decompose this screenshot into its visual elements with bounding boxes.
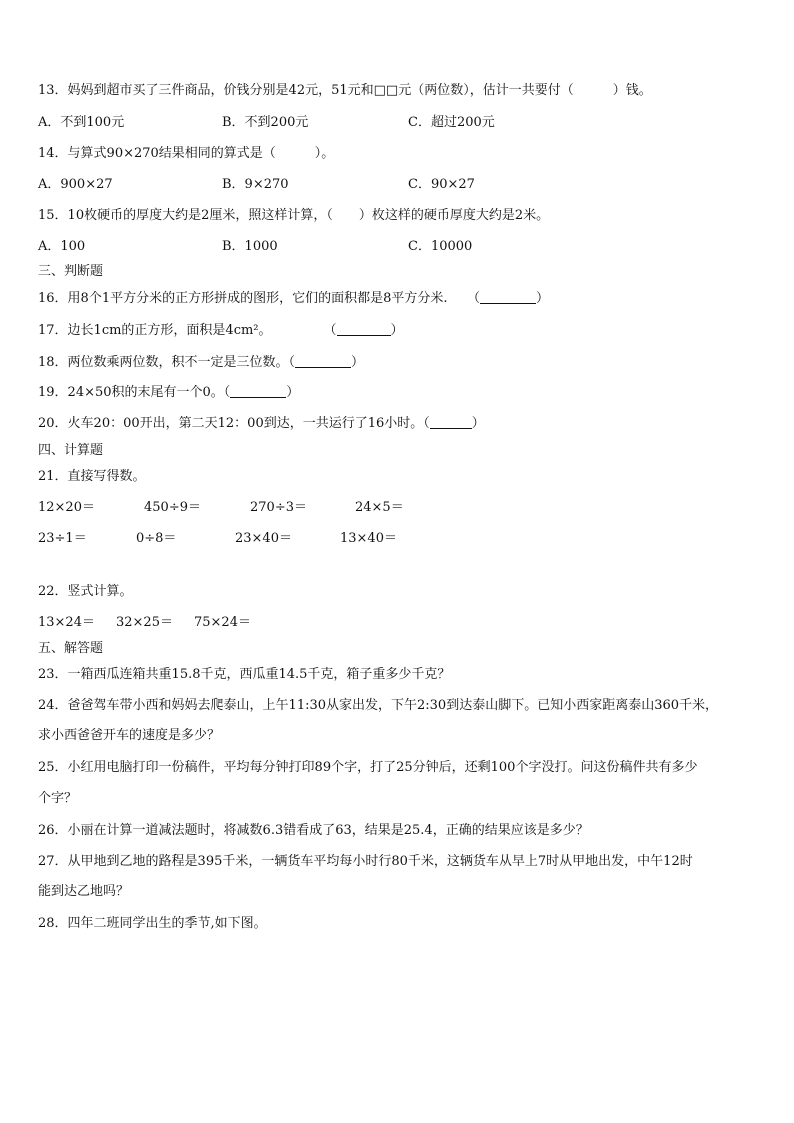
question-24-line-1: 24．爸爸驾车带小西和妈妈去爬泰山，上午11:30从家出发，下午2:30到达泰山脚下。已知小西家距离泰山360千米， [38, 698, 719, 713]
question-23: 23．一箱西瓜连箱共重15.8千克，西瓜重14.5千克，箱子重多少千克？ [38, 667, 451, 682]
q18-answer-blank[interactable] [295, 355, 351, 368]
q14-option-c: C．90×27 [408, 177, 475, 192]
question-21: 21．直接写得数。 [38, 469, 146, 484]
q22-item-3: 75×24＝ [194, 615, 251, 630]
q17-close: ） [390, 323, 404, 338]
q19-close: ） [286, 385, 300, 400]
q21-item-2: 450÷9＝ [144, 500, 201, 515]
q20-answer-blank[interactable] [430, 416, 472, 429]
q21-item-3: 270÷3＝ [250, 500, 307, 515]
question-19 [38, 384, 299, 402]
q13-option-b: B．不到200元 [222, 115, 309, 130]
question-18 [38, 354, 364, 372]
question-20 [38, 415, 485, 433]
q22-item-1: 13×24＝ [38, 615, 95, 630]
q19-text: 19．24×50积的末尾有一个0。（ [38, 385, 231, 400]
q16-close: ） [536, 291, 550, 306]
q19-answer-blank[interactable] [230, 385, 286, 398]
q20-text: 20．火车20：00开出，第二天12：00到达，一共运行了16小时。（ [38, 416, 430, 431]
q20-close: ） [471, 416, 485, 431]
question-25-line-2: 个字？ [38, 791, 78, 806]
q21-item-4: 24×5＝ [355, 500, 404, 515]
question-27-line-2: 能到达乙地吗？ [38, 884, 130, 899]
q17-text: 17．边长1cm的正方形，面积是4cm²。 （ [38, 323, 337, 338]
q21-item-6: 0÷8＝ [136, 531, 177, 546]
question-27-line-1: 27．从甲地到乙地的路程是395千米，一辆货车平均每小时行80千米，这辆货车从早上7时从甲地出发，中午12时 [38, 854, 693, 869]
section-heading-calculation: 四、计算题 [38, 443, 104, 458]
q13-option-a: A．不到100元 [38, 115, 125, 130]
q21-item-8: 13×40＝ [340, 531, 397, 546]
section-heading-judgement: 三、判断题 [38, 264, 104, 279]
q16-text: 16．用8个1平方分米的正方形拼成的图形，它们的面积都是8平方分米. （ [38, 291, 480, 306]
q16-answer-blank[interactable] [480, 291, 536, 304]
q15-option-c: C．10000 [408, 239, 473, 254]
q22-item-2: 32×25＝ [116, 615, 173, 630]
q21-item-5: 23÷1＝ [38, 531, 87, 546]
q18-text: 18．两位数乘两位数，积不一定是三位数。（ [38, 355, 296, 370]
section-heading-word-problems: 五、解答题 [38, 641, 104, 656]
q15-option-a: A．100 [38, 239, 86, 254]
question-26: 26．小丽在计算一道减法题时，将减数6.3错看成了63，结果是25.4，正确的结果应该是多少？ [38, 823, 589, 838]
question-13: 13．妈妈到超市买了三件商品，价钱分别是42元，51元和□□元（两位数），估计一共要付（ ）钱。 [38, 83, 652, 98]
question-17 [38, 322, 404, 340]
q21-item-7: 23×40＝ [235, 531, 292, 546]
q18-close: ） [351, 355, 365, 370]
question-25-line-1: 25．小红用电脑打印一份稿件，平均每分钟打印89个字，打了25分钟后，还剩100个字没打。问这份稿件共有多少 [38, 760, 698, 775]
q21-item-1: 12×20＝ [38, 500, 95, 515]
question-24-line-2: 求小西爸爸开车的速度是多少？ [38, 728, 221, 743]
q13-option-c: C．超过200元 [408, 115, 495, 130]
question-22: 22．竖式计算。 [38, 584, 133, 599]
q17-answer-blank[interactable] [337, 323, 391, 336]
question-14: 14．与算式90×270结果相同的算式是（ ）。 [38, 146, 335, 161]
q14-option-b: B．9×270 [222, 177, 289, 192]
q15-option-b: B．1000 [222, 239, 278, 254]
q14-option-a: A．900×27 [38, 177, 113, 192]
question-16 [38, 290, 549, 308]
question-28: 28．四年二班同学出生的季节,如下图。 [38, 916, 267, 931]
question-15: 15．10枚硬币的厚度大约是2厘米，照这样计算，（ ）枚这样的硬币厚度大约是2米。 [38, 208, 550, 223]
